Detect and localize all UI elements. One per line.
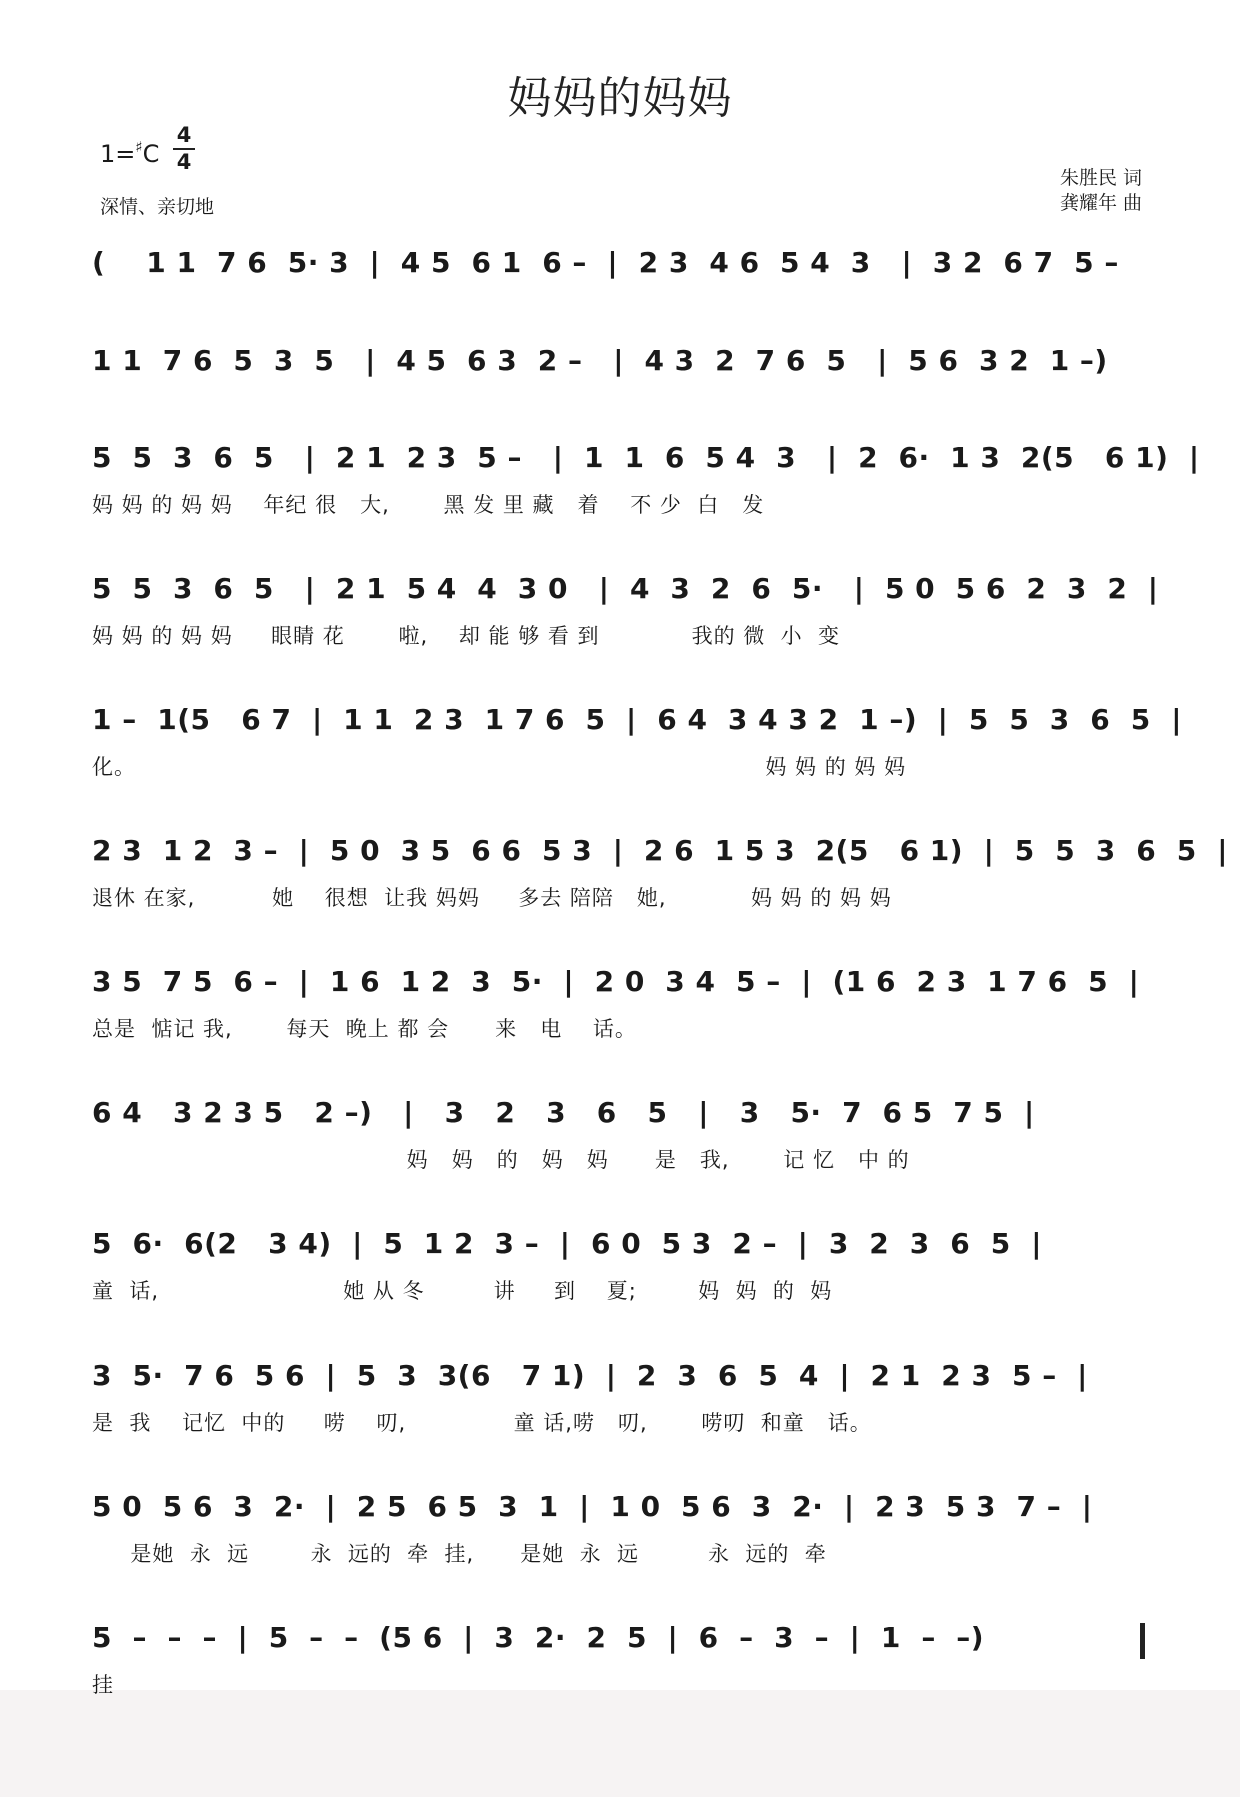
notation-line: 2 3 1 2 3 – | 5 0 3 5 6 6 5 3 | 2 6 1 5 3 2(5 6 1) | 5 5 3 6 5 |: [92, 834, 1228, 867]
composer-credit: 龚耀年 曲: [1059, 192, 1142, 214]
notation-line: 5 6· 6(2 3 4) | 5 1 2 3 – | 6 0 5 3 2 – | 3 2 3 6 5 |: [92, 1227, 1042, 1260]
time-signature-bottom: 4: [176, 150, 192, 174]
notation-line: 3 5 7 5 6 – | 1 6 1 2 3 5· | 2 0 3 4 5 – | (1 6 2 3 1 7 6 5 |: [92, 965, 1140, 998]
key-name: C: [142, 140, 160, 168]
notation-line: 5 5 3 6 5 | 2 1 2 3 5 – | 1 1 6 5 4 3 | 2 6· 1 3 2(5 6 1) |: [92, 441, 1200, 474]
lyrics-line: 妈 妈 的 妈 妈 眼睛 花 啦, 却 能 够 看 到 我的 微 小 变: [92, 624, 841, 648]
time-signature-top: 4: [176, 123, 192, 147]
time-signature: [173, 124, 195, 174]
lyricist-credit: 朱胜民 词: [1059, 167, 1142, 189]
notation-line: 5 0 5 6 3 2· | 2 5 6 5 3 1 | 1 0 5 6 3 2· | 2 3 5 3 7 – |: [92, 1490, 1093, 1523]
lyrics-line: 是 我 记忆 中的 唠 叨, 童 话,唠 叨, 唠叨 和童 话。: [92, 1411, 872, 1435]
lyrics-line: 是她 永 远 永 远的 牵 挂, 是她 永 远 永 远的 牵: [92, 1542, 827, 1566]
notation-line: 3 5· 7 6 5 6 | 5 3 3(6 7 1) | 2 3 6 5 4 | 2 1 2 3 5 – |: [92, 1359, 1088, 1392]
lyrics-line: 妈 妈 的 妈 妈 年纪 很 大, 黑 发 里 藏 着 不 少 白 发: [92, 493, 765, 517]
notation-line: 1 – 1(5 6 7 | 1 1 2 3 1 7 6 5 | 6 4 3 4 3 2 1 –) | 5 5 3 6 5 |: [92, 703, 1182, 736]
song-title: 妈妈的妈妈: [507, 73, 733, 124]
lyrics-line: 挂: [92, 1673, 114, 1697]
key-prefix: 1=: [100, 140, 136, 168]
notation-line: 5 – – – | 5 – – (5 6 | 3 2· 2 5 | 6 – 3 – | 1 – –): [92, 1621, 985, 1654]
notation-line: 5 5 3 6 5 | 2 1 5 4 4 3 0 | 4 3 2 6 5· | 5 0 5 6 2 3 2 |: [92, 572, 1159, 605]
lyrics-line: 退休 在家, 她 很想 让我 妈妈 多去 陪陪 她, 妈 妈 的 妈 妈: [92, 886, 892, 910]
key-signature: [100, 138, 159, 168]
credits: [1060, 166, 1142, 216]
notation-line: ( 1 1 7 6 5· 3 | 4 5 6 1 6 – | 2 3 4 6 5 4 3 | 3 2 6 7 5 –: [92, 246, 1119, 279]
notation-line: 6 4 3 2 3 5 2 –) | 3 2 3 6 5 | 3 5· 7 6 5 7 5 |: [92, 1096, 1035, 1129]
lyrics-line: 化。 妈 妈 的 妈 妈: [92, 755, 907, 779]
lyrics-line: 童 话, 她 从 冬 讲 到 夏; 妈 妈 的 妈: [92, 1279, 833, 1303]
lyrics-line: 总是 惦记 我, 每天 晚上 都 会 来 电 话。: [92, 1017, 637, 1041]
final-barline: [1140, 1623, 1145, 1659]
sharp-sign: ♯: [135, 138, 143, 156]
notation-line: 1 1 7 6 5 3 5 | 4 5 6 3 2 – | 4 3 2 7 6 5 | 5 6 3 2 1 –): [92, 344, 1108, 377]
lyrics-line: 妈 妈 的 妈 妈 是 我, 记 忆 中 的: [92, 1148, 910, 1172]
tempo-marking: 深情、亲切地: [100, 196, 215, 218]
footer-band: [0, 1690, 1240, 1797]
